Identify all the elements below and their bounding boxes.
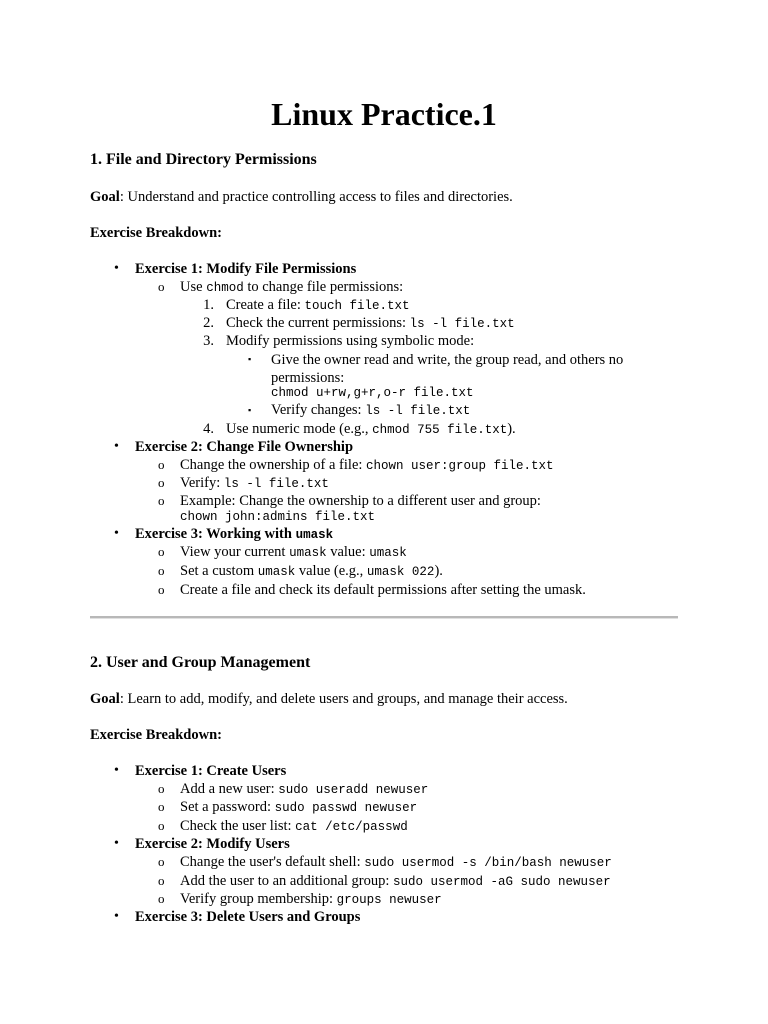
page-title: Linux Practice.1 — [271, 96, 497, 132]
s1-ex1-step4: Use numeric mode (e.g., chmod 755 file.txt). — [226, 421, 516, 437]
s1-ex3-item2: Set a custom umask value (e.g., umask 022). — [180, 563, 443, 579]
s1-ex3-item1: View your current umask value: umask — [180, 544, 407, 560]
circle-bullet-icon: o — [158, 457, 165, 472]
s1-ex1-use: Use chmod to change file permissions: — [180, 279, 404, 295]
circle-bullet-icon: o — [158, 493, 165, 508]
bullet-icon: • — [114, 763, 119, 778]
section-1-goal — [90, 188, 513, 206]
circle-bullet-icon: o — [158, 799, 165, 814]
list-number: 1. — [203, 297, 214, 313]
circle-bullet-icon: o — [158, 563, 165, 578]
circle-bullet-icon: o — [158, 891, 165, 906]
s2-ex1-item1: Add a new user: sudo useradd newuser — [180, 781, 429, 797]
square-bullet-icon: ▪ — [248, 405, 252, 415]
section-1-breakdown: Exercise Breakdown: — [90, 225, 222, 241]
s1-ex1-sub1-code: chmod u+rw,g+r,o-r file.txt — [271, 386, 474, 400]
section-2-heading: 2. User and Group Management — [90, 654, 311, 671]
s1-ex1-step1: Create a file: touch file.txt — [226, 297, 410, 313]
s2-ex2-item1: Change the user's default shell: sudo usermod -s /bin/bash newuser — [180, 854, 612, 870]
goal-text: : Learn to add, modify, and delete users and groups, and manage their access. — [119, 691, 568, 707]
horizontal-rule — [90, 616, 678, 619]
s1-ex2-item2: Verify: ls -l file.txt — [180, 475, 329, 491]
s2-ex2-title: Exercise 2: Modify Users — [135, 836, 290, 852]
circle-bullet-icon: o — [158, 279, 165, 294]
list-number: 4. — [203, 421, 214, 437]
bullet-icon: • — [114, 439, 119, 454]
square-bullet-icon: ▪ — [248, 354, 252, 364]
s1-ex1-step3: Modify permissions using symbolic mode: — [226, 333, 475, 349]
s1-ex1-sub1-line2: permissions: — [271, 370, 345, 386]
s1-ex2-item1: Change the ownership of a file: chown user:group file.txt — [180, 457, 554, 473]
s2-ex3-title: Exercise 3: Delete Users and Groups — [135, 909, 361, 925]
s1-ex1-step2: Check the current permissions: ls -l file.txt — [226, 315, 515, 331]
s2-ex2-item2: Add the user to an additional group: sudo usermod -aG sudo newuser — [180, 873, 611, 889]
s1-ex2-title: Exercise 2: Change File Ownership — [135, 439, 354, 455]
bullet-icon: • — [114, 261, 119, 276]
bullet-icon: • — [114, 836, 119, 851]
goal-text: : Understand and practice controlling access to files and directories. — [119, 189, 513, 205]
circle-bullet-icon: o — [158, 544, 165, 559]
section-2-breakdown: Exercise Breakdown: — [90, 727, 222, 743]
circle-bullet-icon: o — [158, 873, 165, 888]
s1-ex1-title: Exercise 1: Modify File Permissions — [135, 261, 357, 277]
s2-ex2-item3: Verify group membership: groups newuser — [180, 891, 442, 907]
s1-ex2-item3: Example: Change the ownership to a different user and group: — [180, 493, 541, 509]
circle-bullet-icon: o — [158, 582, 165, 597]
s2-ex1-item3: Check the user list: cat /etc/passwd — [180, 818, 408, 834]
section-1-heading: 1. File and Directory Permissions — [90, 151, 317, 168]
circle-bullet-icon: o — [158, 781, 165, 796]
bullet-icon: • — [114, 526, 119, 541]
s1-ex3-item3: Create a file and check its default permissions after setting the umask. — [180, 582, 586, 598]
circle-bullet-icon: o — [158, 475, 165, 490]
circle-bullet-icon: o — [158, 818, 165, 833]
goal-label: Goal — [90, 189, 120, 205]
section-2-goal — [90, 690, 568, 708]
s1-ex2-item3-code: chown john:admins file.txt — [180, 510, 376, 524]
s2-ex1-title: Exercise 1: Create Users — [135, 763, 287, 779]
s1-ex1-sub2: Verify changes: ls -l file.txt — [271, 402, 471, 418]
circle-bullet-icon: o — [158, 854, 165, 869]
s1-ex1-sub1-line1: Give the owner read and write, the group read, and others no — [271, 352, 624, 368]
bullet-icon: • — [114, 909, 119, 924]
s1-ex3-title: Exercise 3: Working with umask — [135, 526, 334, 542]
goal-label: Goal — [90, 691, 120, 707]
list-number: 3. — [203, 333, 214, 349]
s2-ex1-item2: Set a password: sudo passwd newuser — [180, 799, 418, 815]
list-number: 2. — [203, 315, 214, 331]
